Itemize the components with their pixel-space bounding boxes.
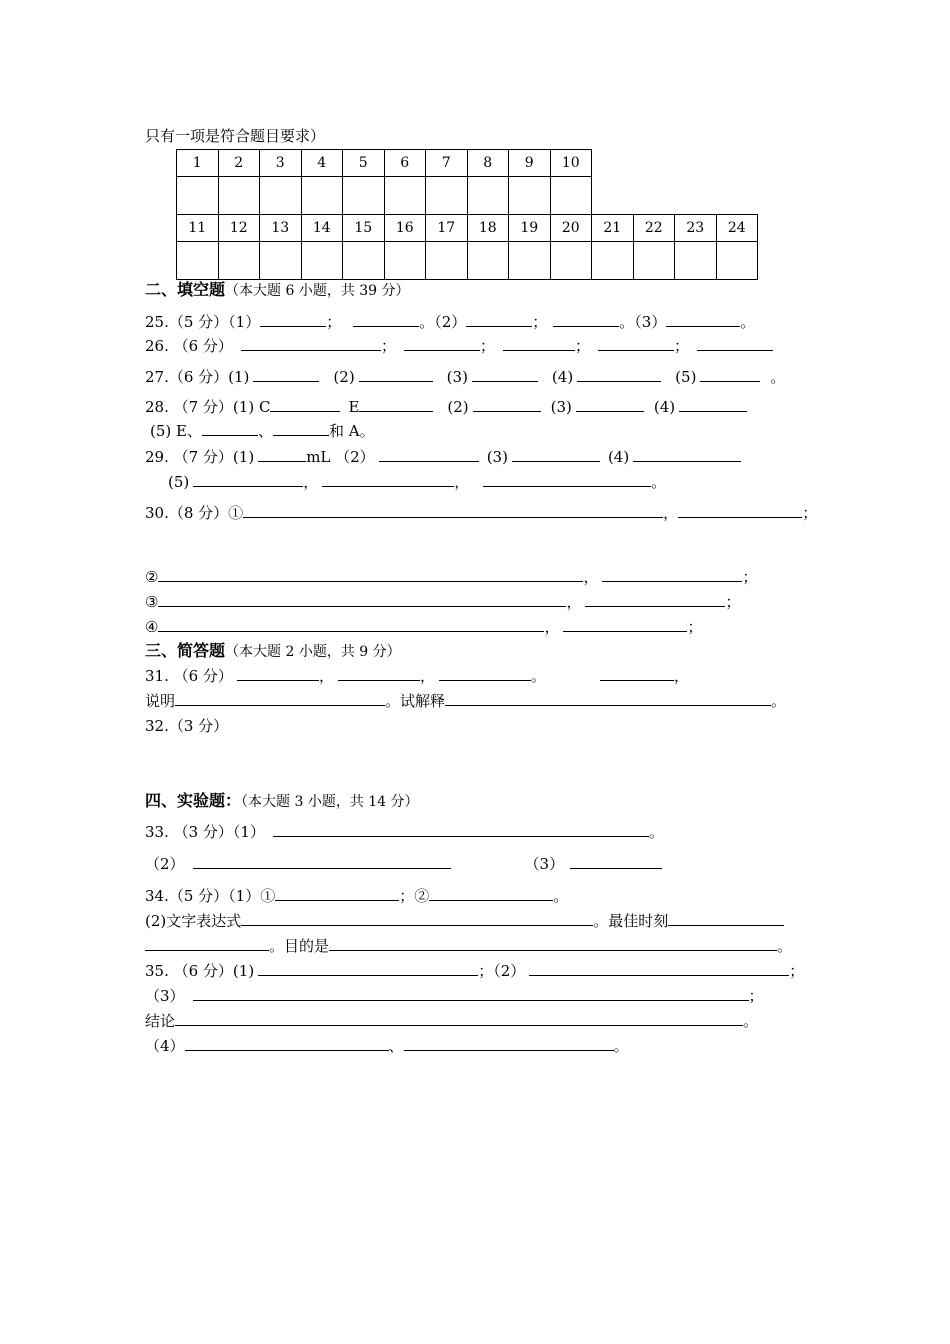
answer-blank[interactable]	[503, 336, 575, 351]
section-title: 三、简答题	[145, 641, 226, 660]
q-text: 。（2）	[419, 313, 467, 331]
q-text: 。（3）	[619, 313, 667, 331]
grid-number: 24	[716, 215, 758, 242]
q-text: 。最佳时刻	[593, 912, 669, 930]
question-30	[145, 503, 817, 523]
q-text: ；	[326, 313, 342, 331]
section-4-heading	[145, 791, 419, 812]
q-label: 34.（5 分）（1）①	[145, 887, 276, 905]
grid-number: 4	[301, 150, 343, 177]
answer-blank[interactable]	[668, 911, 784, 926]
answer-blank[interactable]	[512, 447, 600, 462]
q-text: 。试解释	[385, 692, 446, 710]
answer-cell[interactable]	[384, 242, 426, 280]
section-note: （本大题 6 小题，共 39 分）	[225, 283, 410, 299]
question-25	[145, 312, 755, 332]
question-35	[145, 961, 804, 981]
q-text: 。	[771, 692, 787, 710]
q-text: (4)	[551, 368, 574, 386]
grid-number: 14	[301, 215, 343, 242]
q-text: ，	[303, 473, 319, 491]
grid-number: 11	[177, 215, 219, 242]
grid-number: 2	[218, 150, 260, 177]
answer-cell[interactable]	[467, 177, 509, 215]
question-30-part4	[145, 617, 702, 637]
q-text: ，	[318, 667, 334, 685]
q-text: (3)	[486, 448, 508, 466]
q-text: 。	[651, 473, 667, 491]
question-35-line2	[145, 986, 764, 1006]
answer-blank[interactable]	[379, 447, 479, 462]
q-text: ，	[454, 473, 470, 491]
q-text: (2)	[333, 368, 355, 386]
answer-blank[interactable]	[563, 617, 687, 632]
answer-blank[interactable]	[338, 666, 420, 681]
q-text: （4）	[145, 1037, 185, 1055]
q-text: ；	[789, 962, 805, 980]
answer-blank[interactable]	[193, 472, 303, 487]
answer-blank[interactable]	[598, 336, 674, 351]
answer-blank[interactable]	[600, 666, 674, 681]
q-text: ；②	[399, 887, 430, 905]
grid-number: 16	[384, 215, 426, 242]
answer-cell[interactable]	[426, 242, 468, 280]
grid-number: 7	[426, 150, 468, 177]
answer-blank[interactable]	[439, 666, 531, 681]
question-33-line2	[145, 854, 662, 874]
answer-cell[interactable]	[716, 242, 758, 280]
grid-number: 10	[550, 150, 592, 177]
answer-cell[interactable]	[260, 242, 302, 280]
answer-blank[interactable]	[359, 397, 433, 412]
question-30-part2	[145, 567, 757, 587]
grid-number: 15	[343, 215, 385, 242]
q-label: 29. （7 分）(1)	[145, 448, 255, 466]
answer-blank[interactable]	[585, 592, 725, 607]
answer-blank[interactable]	[633, 447, 741, 462]
answer-blank[interactable]	[258, 961, 478, 976]
answer-blank[interactable]	[193, 986, 749, 1001]
answer-blank[interactable]	[602, 567, 742, 582]
answer-blank[interactable]	[666, 312, 740, 327]
grid-number: 8	[467, 150, 509, 177]
answer-cell[interactable]	[550, 242, 592, 280]
answer-cell[interactable]	[343, 242, 385, 280]
question-30-part3	[145, 592, 740, 612]
q-text: ，	[566, 593, 582, 611]
q-text: ；	[479, 337, 495, 355]
q-text: 。	[648, 823, 664, 841]
answer-blank[interactable]	[275, 886, 399, 901]
answer-blank[interactable]	[241, 911, 593, 926]
q-text: ；	[574, 337, 590, 355]
answer-blank[interactable]	[270, 397, 340, 412]
q-text: ，	[583, 568, 599, 586]
answer-cell[interactable]	[509, 177, 551, 215]
grid-number: 23	[675, 215, 717, 242]
answer-blank[interactable]	[193, 854, 451, 869]
q-text: ；（2）	[478, 962, 526, 980]
section-title: 二、填空题	[145, 280, 226, 299]
answer-blank[interactable]	[483, 472, 651, 487]
q-text: (2)	[447, 398, 469, 416]
q-label: 28. （7 分）(1) C	[145, 398, 271, 416]
section-note: （本大题 3 小题，共 14 分）	[241, 794, 419, 810]
answer-blank[interactable]	[697, 336, 773, 351]
q-label: 30.（8 分）①	[145, 504, 244, 522]
q-label: ④	[145, 618, 159, 636]
q-text: (4)	[653, 398, 676, 416]
q-text: 、	[257, 422, 273, 440]
q-text: ，	[544, 618, 560, 636]
q-text: （3）	[524, 855, 565, 873]
answer-blank[interactable]	[404, 1036, 614, 1051]
q-text: E	[348, 398, 360, 416]
q-text: ，	[419, 667, 435, 685]
q-text: (5)	[168, 473, 190, 491]
answer-blank[interactable]	[175, 1011, 743, 1026]
intro-text: 只有一项是符合题目要求）	[145, 127, 326, 145]
q-text: （3）	[145, 987, 185, 1005]
q-text: (3)	[550, 398, 572, 416]
answer-blank[interactable]	[473, 397, 541, 412]
answer-blank[interactable]	[158, 592, 566, 607]
q-label: 25.（5 分）（1）	[145, 313, 261, 331]
answer-blank[interactable]	[253, 367, 319, 382]
q-text: (4)	[607, 448, 630, 466]
q-label: ②	[145, 568, 159, 586]
grid-number: 22	[633, 215, 675, 242]
answer-blank[interactable]	[576, 397, 644, 412]
answer-blank[interactable]	[329, 936, 777, 951]
answer-blank[interactable]	[273, 421, 329, 436]
question-34	[145, 886, 568, 906]
answer-blank[interactable]	[185, 1036, 389, 1051]
answer-blank[interactable]	[241, 336, 381, 351]
answer-blank[interactable]	[700, 367, 760, 382]
q-text: ；	[742, 568, 758, 586]
answer-cell[interactable]	[218, 177, 260, 215]
answer-blank[interactable]	[529, 961, 789, 976]
q-text: （2）	[145, 855, 185, 873]
question-29-line2	[168, 472, 666, 492]
answer-blank[interactable]	[202, 421, 258, 436]
question-32: 32.（3 分）	[145, 717, 229, 735]
q-label: 26. （6 分）	[145, 337, 233, 355]
q-text: (2)文字表达式	[145, 912, 242, 930]
q-text: 、	[388, 1037, 404, 1055]
question-35-line4	[145, 1036, 629, 1056]
answer-blank[interactable]	[570, 854, 662, 869]
answer-blank[interactable]	[258, 447, 306, 462]
answer-grid	[176, 149, 758, 280]
q-label: 35. （6 分）(1)	[145, 962, 255, 980]
answer-blank[interactable]	[260, 312, 326, 327]
q-label: 27.（6 分）(1)	[145, 368, 250, 386]
q-text: 和 A。	[328, 422, 375, 440]
q-text: (3)	[446, 368, 468, 386]
question-28-line2	[150, 421, 375, 441]
q-text: 。目的是	[269, 937, 330, 955]
q-label: 31. （6 分）	[145, 667, 233, 685]
q-text: ，	[663, 504, 679, 522]
q-text: 。	[770, 368, 786, 386]
q-text: ；	[673, 337, 689, 355]
q-text: ；	[802, 504, 818, 522]
q-text: 。	[743, 1012, 759, 1030]
q-text: ；	[532, 313, 548, 331]
answer-blank[interactable]	[359, 367, 433, 382]
q-label: 33. （3 分）（1）	[145, 823, 265, 841]
section-title: 四、实验题：	[145, 791, 242, 810]
answer-blank[interactable]	[577, 367, 661, 382]
q-text: ；	[380, 337, 396, 355]
q-text: 。	[777, 937, 793, 955]
answer-cell[interactable]	[260, 177, 302, 215]
grid-number: 3	[260, 150, 302, 177]
q-text: 说明	[145, 692, 176, 710]
q-text: mL （2）	[306, 448, 375, 466]
grid-number: 1	[177, 150, 219, 177]
answer-blank[interactable]	[429, 886, 553, 901]
question-34-line2	[145, 911, 784, 931]
answer-cell[interactable]	[509, 242, 551, 280]
q-text: 。	[530, 667, 546, 685]
answer-blank[interactable]	[145, 936, 269, 951]
answer-cell[interactable]	[218, 242, 260, 280]
answer-blank[interactable]	[679, 397, 747, 412]
answer-cell[interactable]	[177, 177, 219, 215]
question-31-line2	[145, 691, 786, 711]
answer-blank[interactable]	[273, 822, 649, 837]
question-34-line3	[145, 936, 792, 956]
answer-cell[interactable]	[301, 177, 343, 215]
answer-cell[interactable]	[550, 177, 592, 215]
answer-cell[interactable]	[633, 242, 675, 280]
section-2-heading	[145, 280, 410, 301]
q-text: (5) E、	[150, 422, 202, 440]
grid-number: 6	[384, 150, 426, 177]
grid-number: 12	[218, 215, 260, 242]
answer-cell[interactable]	[675, 242, 717, 280]
q-text: ；	[687, 618, 703, 636]
answer-blank[interactable]	[445, 691, 771, 706]
section-3-heading	[145, 641, 401, 662]
answer-blank[interactable]	[678, 503, 802, 518]
answer-blank[interactable]	[353, 312, 419, 327]
answer-blank[interactable]	[158, 567, 583, 582]
grid-number: 21	[592, 215, 634, 242]
answer-blank[interactable]	[322, 472, 454, 487]
grid-number: 5	[343, 150, 385, 177]
answer-cell[interactable]	[177, 242, 219, 280]
grid-number: 13	[260, 215, 302, 242]
q-text: 结论	[145, 1012, 176, 1030]
grid-number: 19	[509, 215, 551, 242]
q-text: 。	[553, 887, 569, 905]
q-text: (5)	[675, 368, 697, 386]
grid-number: 20	[550, 215, 592, 242]
answer-cell[interactable]	[384, 177, 426, 215]
answer-blank[interactable]	[466, 312, 532, 327]
answer-cell[interactable]	[343, 177, 385, 215]
q-label: ③	[145, 593, 159, 611]
answer-blank[interactable]	[175, 691, 385, 706]
answer-blank[interactable]	[472, 367, 538, 382]
answer-blank[interactable]	[553, 312, 619, 327]
question-28	[145, 397, 747, 417]
question-26	[145, 336, 773, 356]
answer-blank[interactable]	[243, 503, 663, 518]
q-text: 。	[613, 1037, 629, 1055]
answer-cell[interactable]	[301, 242, 343, 280]
question-31	[145, 666, 689, 686]
question-29	[145, 447, 741, 467]
section-note: （本大题 2 小题，共 9 分）	[225, 644, 401, 660]
q-text: ；	[725, 593, 741, 611]
q-text: ，	[673, 667, 689, 685]
answer-cell[interactable]	[592, 242, 634, 280]
answer-blank[interactable]	[158, 617, 544, 632]
question-33	[145, 822, 664, 842]
q-text: ；	[748, 987, 764, 1005]
grid-number: 9	[509, 150, 551, 177]
q-text: 。	[740, 313, 756, 331]
answer-cell[interactable]	[467, 242, 509, 280]
question-35-line3	[145, 1011, 758, 1031]
answer-cell[interactable]	[426, 177, 468, 215]
grid-number: 17	[426, 215, 468, 242]
answer-blank[interactable]	[404, 336, 480, 351]
question-27	[145, 367, 785, 387]
answer-blank[interactable]	[237, 666, 319, 681]
grid-number: 18	[467, 215, 509, 242]
